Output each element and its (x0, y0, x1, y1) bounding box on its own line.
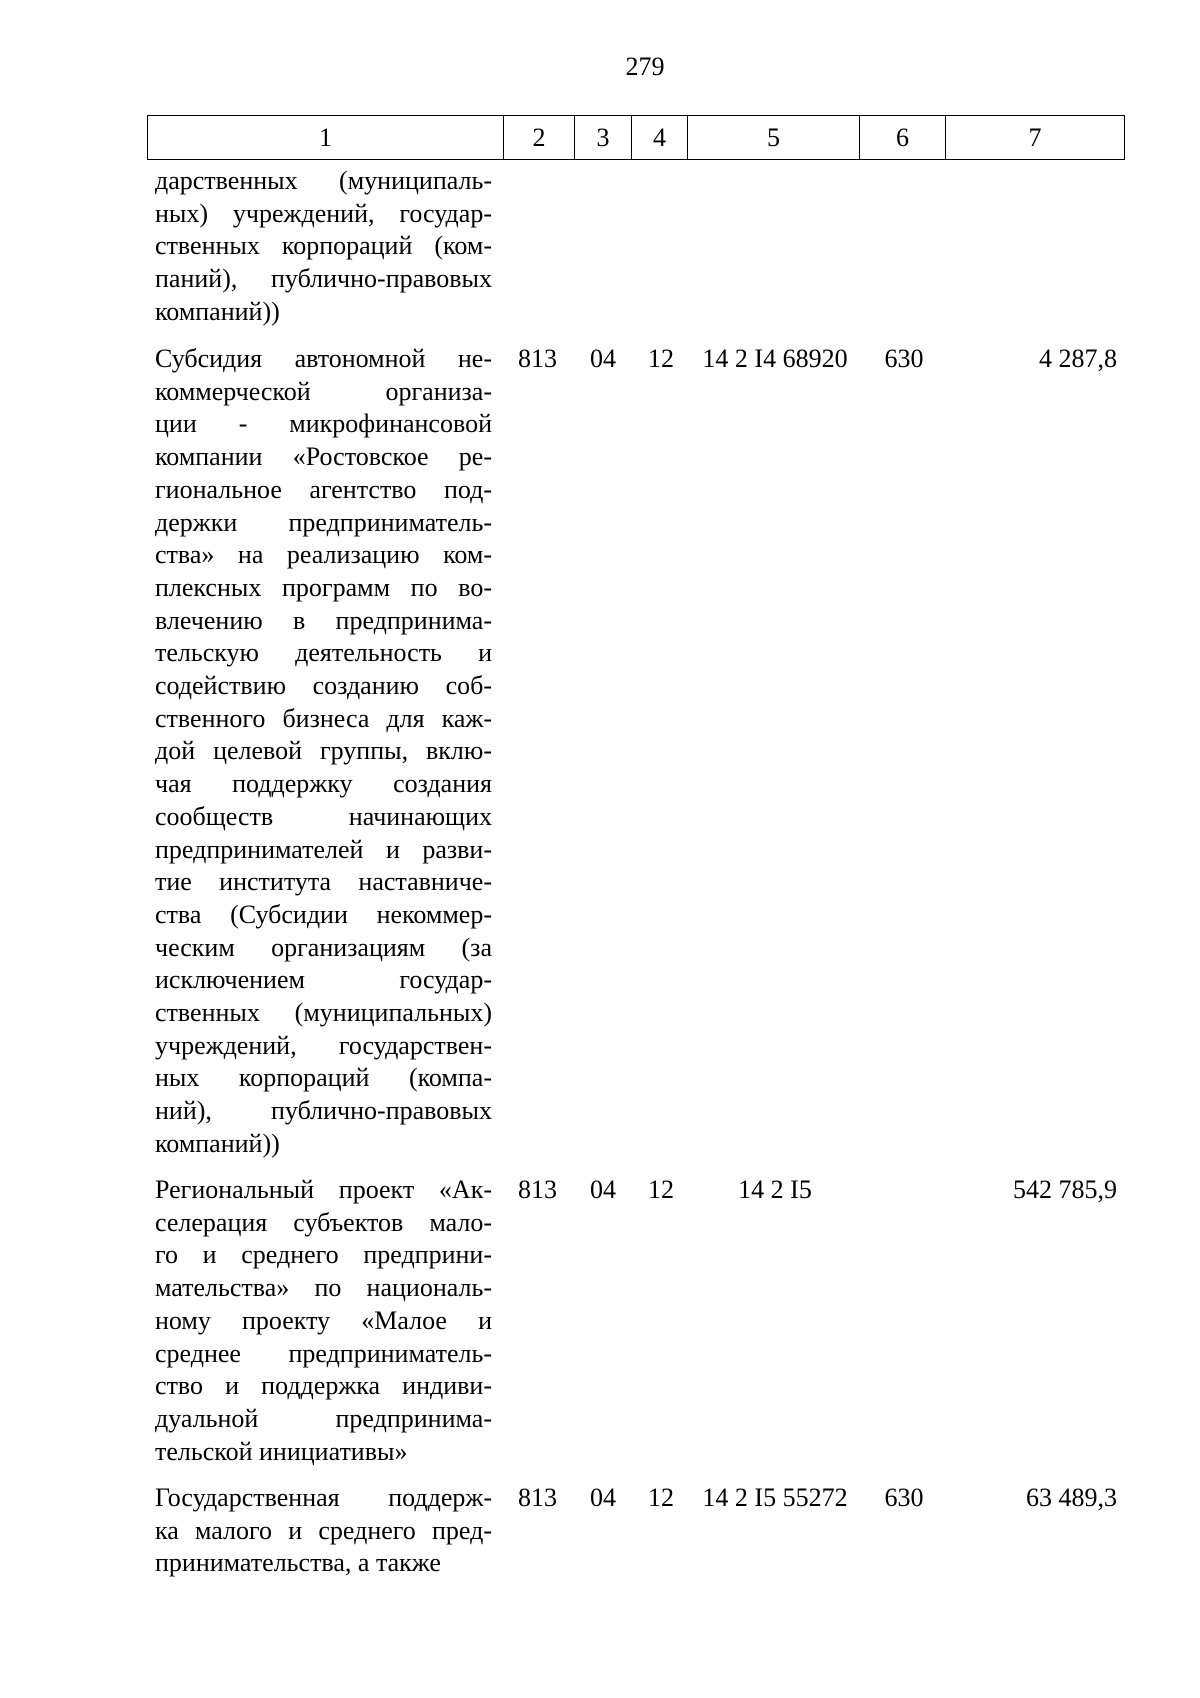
header-col-4: 4 (632, 116, 688, 160)
description-line: го и среднего предприни- (155, 1240, 492, 1270)
description-line: исключением государ- (155, 965, 492, 995)
description-line: Региональный проект «Ак- (155, 1175, 492, 1204)
row-cell-c4: 12 (648, 1175, 674, 1204)
page-number: 279 (625, 52, 665, 81)
description-line: ственного бизнеса для каж- (155, 703, 492, 733)
description-line: тельской инициативы» (155, 1436, 408, 1466)
description-line: гиональное агентство под- (155, 474, 492, 504)
description-line: чая поддержку создания (155, 769, 492, 799)
header-col-1: 1 (148, 116, 504, 160)
description-line: тельскую деятельность и (155, 638, 492, 668)
description-line: компании «Ростовское ре- (155, 442, 492, 472)
row-cell-c5: 14 2 I4 68920 (702, 344, 848, 373)
row-cell-c7: 4 287,8 (1039, 344, 1117, 373)
description-line: ний), публично-правовых (155, 1096, 492, 1126)
row-cell-c6: 630 (884, 344, 924, 373)
description-line: компаний)) (155, 296, 280, 326)
row-description (155, 343, 492, 1161)
header-col-5: 5 (688, 116, 860, 160)
description-line: влечению в предпринима- (155, 605, 492, 635)
description-line: ции - микрофинансовой (155, 409, 492, 439)
description-line: коммерческой организа- (155, 376, 492, 406)
table-header (147, 115, 1125, 160)
description-line: ства» на реализацию ком- (155, 540, 492, 570)
description-line: ных корпораций (компа- (155, 1063, 492, 1093)
description-line: сообществ начинающих (155, 801, 492, 831)
header-col-6: 6 (860, 116, 946, 160)
description-line: ства (Субсидии некоммер- (155, 899, 492, 929)
description-line: Субсидия автономной не- (155, 344, 492, 373)
row-cell-c5: 14 2 I5 (738, 1175, 812, 1204)
header-col-2: 2 (504, 116, 575, 160)
description-line: учреждений, государствен- (155, 1030, 492, 1060)
description-line: компаний)) (155, 1128, 280, 1158)
header-col-3: 3 (575, 116, 632, 160)
row-cell-c3: 04 (590, 344, 616, 373)
row-cell-c4: 12 (648, 1483, 674, 1512)
description-line: держки предприниматель- (155, 507, 492, 537)
row-description (155, 1174, 492, 1468)
description-line: среднее предприниматель- (155, 1338, 492, 1368)
description-line: Государственная поддерж- (155, 1483, 492, 1512)
row-cell-c7: 542 785,9 (1013, 1175, 1117, 1204)
description-line: предпринимателей и разви- (155, 834, 492, 864)
row-description (155, 165, 492, 329)
description-line: тие института наставниче- (155, 867, 492, 897)
description-line: паний), публично-правовых (155, 264, 492, 294)
row-cell-c6: 630 (884, 1483, 924, 1512)
row-description (155, 1482, 492, 1580)
header-col-7: 7 (946, 116, 1125, 160)
row-cell-c2: 813 (518, 344, 557, 373)
description-line: дарственных (муниципаль- (155, 166, 492, 195)
row-cell-c5: 14 2 I5 55272 (702, 1483, 848, 1512)
row-cell-c2: 813 (518, 1175, 557, 1204)
description-line: содействию созданию соб- (155, 671, 492, 701)
description-line: ных) учреждений, государ- (155, 198, 492, 228)
row-cell-c2: 813 (518, 1483, 557, 1512)
description-line: ческим организациям (за (155, 932, 492, 962)
row-cell-c7: 63 489,3 (1026, 1483, 1117, 1512)
description-line: ство и поддержка индиви- (155, 1371, 492, 1401)
description-line: дуальной предпринима- (155, 1403, 492, 1433)
description-line: ственных (муниципальных) (155, 998, 492, 1028)
description-line: ственных корпораций (ком- (155, 231, 492, 261)
description-line: плексных программ по во- (155, 572, 492, 602)
description-line: ка малого и среднего пред- (155, 1515, 492, 1545)
row-cell-c3: 04 (590, 1483, 616, 1512)
description-line: ному проекту «Малое и (155, 1305, 492, 1335)
description-line: дой целевой группы, вклю- (155, 736, 492, 766)
description-line: мательства» по националь- (155, 1273, 492, 1303)
row-cell-c4: 12 (648, 344, 674, 373)
description-line: принимательства, а также (155, 1548, 441, 1578)
description-line: селерация субъектов мало- (155, 1207, 492, 1237)
row-cell-c3: 04 (590, 1175, 616, 1204)
